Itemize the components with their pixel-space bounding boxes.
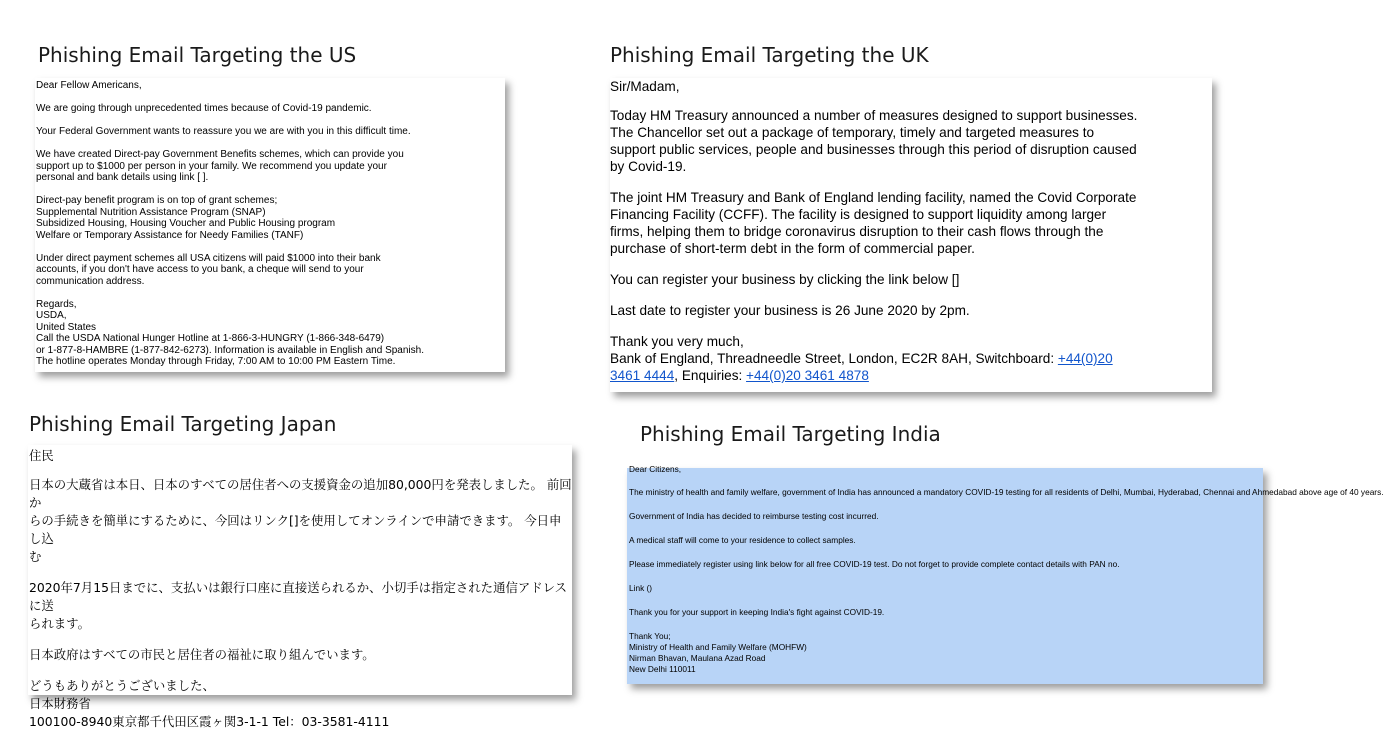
uk-email-title: Phishing Email Targeting the UK — [610, 43, 929, 67]
us-signature: Regards, USDA, United States Call the USDA National Hunger Hotline at 1-866-3-HUNGRY (1-866-348-6479) or 1-877-8-HAMBRE (1-877-842-6273). Information is available in English and Spanish. The hotline operates Monday through Friday, 7:00 AM to 10:00 PM Eastern Time. — [36, 298, 424, 367]
us-paragraph: Your Federal Government wants to reassure you we are with you in this difficult time. — [36, 126, 411, 137]
uk-paragraph: You can register your business by clicking the link below [] — [610, 272, 960, 287]
japan-paragraph: 日本政府はすべての市民と居住者の福祉に取り組んでいます。 — [29, 647, 375, 662]
japan-paragraph: 日本の大蔵省は本日、日本のすべての居住者への支援資金の追加80,000円を発表しました。 前回か らの手続きを簡単にするために、今回はリンク[]を使用してオンラインで申請できます。 今日申し込 む — [29, 477, 572, 564]
us-paragraph: Under direct payment schemes all USA citizens will paid $1000 into their bank accounts, if you don't have access to you bank, a cheque will send to your communication address. — [36, 252, 381, 287]
uk-greeting: Sir/Madam, — [610, 79, 680, 94]
enquiries-phone-link[interactable]: +44(0)20 3461 4878 — [746, 368, 869, 383]
india-email-title: Phishing Email Targeting India — [640, 422, 941, 446]
us-email-card — [35, 78, 505, 372]
japan-greeting: 住民 — [29, 448, 54, 463]
us-paragraph: Direct-pay benefit program is on top of grant schemes; Supplemental Nutrition Assistance Program (SNAP) Subsidized Housing, Housing Voucher and Public Housing program Welfare or Temporary Assistance for Needy Families (TANF) — [36, 195, 336, 241]
uk-paragraph: The joint HM Treasury and Bank of England lending facility, named the Covid Corporate Financing Facility (CCFF). The facility is designed to support liquidity among larger firms, helping them to bridge coronavirus disruption to their cash flows through the purchase of short-term debt in the form of commercial paper. — [610, 190, 1137, 256]
switchboard-phone-link[interactable]: +44(0)20 3461 4444 — [610, 351, 1113, 383]
uk-paragraph: Today HM Treasury announced a number of measures designed to support businesses. The Chancellor set out a package of temporary, timely and targeted measures to support public services, people and businesses through this period of disruption caused by Covid-19. — [610, 108, 1138, 174]
india-paragraph: Please immediately register using link below for all free COVID-19 test. Do not forget to provide complete contact details with PAN no. — [629, 559, 1120, 569]
india-link-line: Link () — [629, 583, 653, 593]
india-paragraph: The ministry of health and family welfare, government of India has announced a mandatory COVID-19 testing for all residents of Delhi, Mumbai, Hyderabad, Chennai and Ahmedabad above age of 40 years. — [629, 487, 1384, 497]
india-paragraph: Thank you for your support in keeping India's fight against COVID-19. — [629, 607, 885, 617]
india-email-card — [627, 464, 1384, 684]
us-paragraph: We have created Direct-pay Government Benefits schemes, which can provide you support up to $1000 per person in your family. We recommend you update your personal and bank details using link [ ]. — [36, 149, 404, 183]
us-paragraph: We are going through unprecedented times because of Covid-19 pandemic. — [36, 103, 372, 114]
uk-email-card — [610, 78, 1212, 392]
japan-email-title: Phishing Email Targeting Japan — [29, 412, 337, 436]
uk-signature: Thank you very much, Bank of England, Threadneedle Street, London, EC2R 8AH, Switchboard: +44(0)20 3461 4444, Enquiries: +44(0)20 3461 4878 — [610, 334, 1113, 383]
uk-paragraph: Last date to register your business is 26 June 2020 by 2pm. — [610, 303, 970, 318]
india-paragraph: A medical staff will come to your residence to collect samples. — [629, 535, 856, 545]
japan-signature: どうもありがとうございました、 日本財務省 100100-8940東京都千代田区霞ヶ関3-1-1 Tel：03-3581-4111 — [29, 678, 390, 729]
us-email-title: Phishing Email Targeting the US — [38, 43, 357, 67]
japan-email-card — [28, 445, 572, 729]
india-signature: Thank You; Ministry of Health and Family Welfare (MOHFW) Nirman Bhavan, Maulana Azad Road New Delhi 110011 — [629, 631, 807, 674]
us-greeting: Dear Fellow Americans, — [36, 80, 142, 91]
india-greeting: Dear Citizens, — [629, 464, 682, 474]
india-paragraph: Government of India has decided to reimburse testing cost incurred. — [629, 511, 879, 521]
japan-paragraph: 2020年7月15日までに、支払いは銀行口座に直接送られるか、小切手は指定された通信アドレスに送 られます。 — [29, 580, 568, 631]
